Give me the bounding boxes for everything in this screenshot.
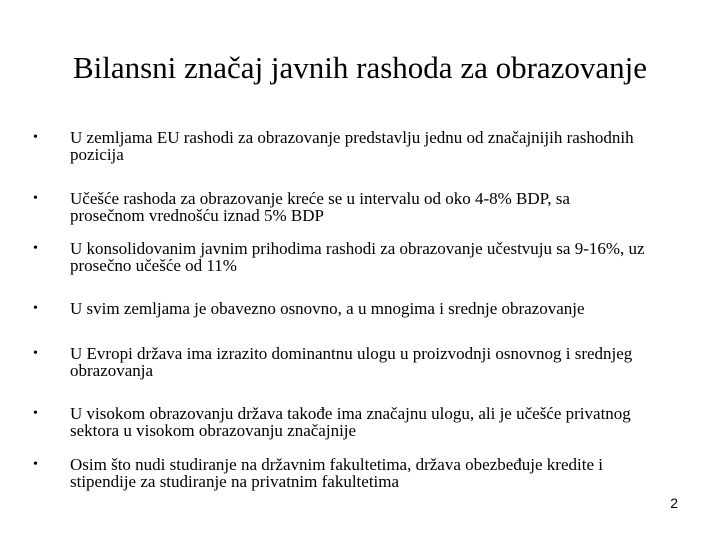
bullet-icon: • [33, 130, 38, 145]
bullet-icon: • [33, 241, 38, 256]
bullet-text: U svim zemljama je obavezno osnovno, a u mnogima i srednje obrazovanje [70, 299, 585, 318]
bullet-text: U konsolidovanim javnim prihodima rashodi za obrazovanje učestvuju sa 9-16%, uz prosečno učešće od 11% [70, 239, 645, 275]
page-number: 2 [670, 495, 678, 511]
bullet-icon: • [33, 457, 38, 472]
bullet-icon: • [33, 191, 38, 206]
bullet-text: Osim što nudi studiranje na državnim fakultetima, država obezbeđuje kredite i stipendije za studiranje na privatnim fakultetima [70, 455, 603, 491]
bullet-text: U Evropi država ima izrazito dominantnu ulogu u proizvodnji osnovnog i srednjeg obrazovanja [70, 344, 633, 380]
bullet-icon: • [33, 406, 38, 421]
slide-title: Bilansni značaj javnih rashoda za obrazovanje [72, 50, 648, 85]
bullet-text: U zemljama EU rashodi za obrazovanje predstavlju jednu od značajnijih rashodnih pozicija [70, 128, 634, 164]
bullet-icon: • [33, 301, 38, 316]
bullet-icon: • [33, 346, 38, 361]
bullet-text: Učešće rashoda za obrazovanje kreće se u intervalu od oko 4-8% BDP, sa prosečnom vrednošću iznad 5% BDP [70, 189, 570, 225]
bullet-text: U visokom obrazovanju država takođe ima značajnu ulogu, ali je učešće privatnog sektora u visokom obrazovanju značajnije [70, 404, 631, 440]
